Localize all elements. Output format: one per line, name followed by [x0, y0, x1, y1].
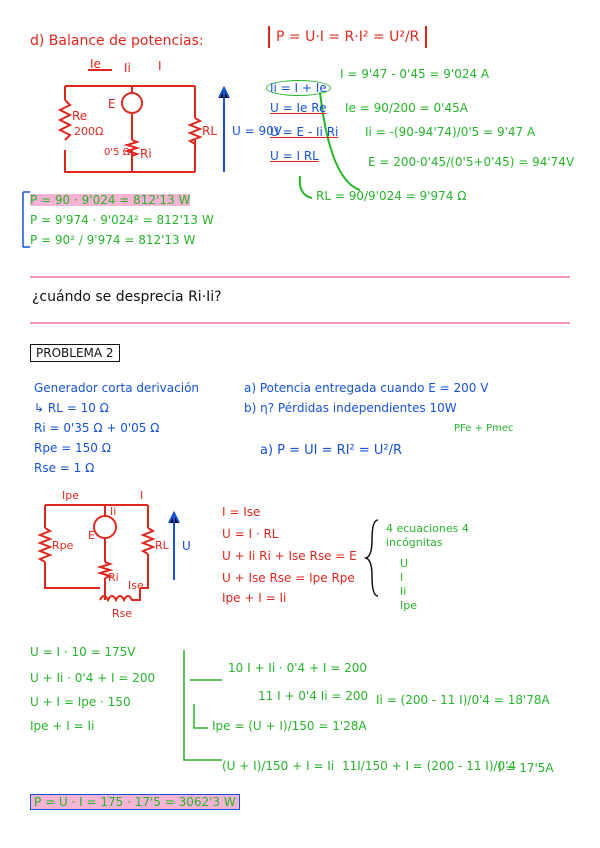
eq2: U = Ie Re: [270, 101, 327, 115]
eq4-result: E = 200·0'45/(0'5+0'45) = 94'74V: [368, 155, 575, 169]
given-rpe: Rpe = 150 Ω: [34, 441, 111, 455]
eq5-result: RL = 90/9'024 = 9'974 Ω: [316, 189, 467, 203]
step-1: 10 I + Ii · 0'4 + I = 200: [228, 661, 368, 675]
rl-label: RL: [202, 124, 218, 138]
given-heading: Generador corta derivación: [34, 381, 200, 395]
rse-label: Rse: [112, 607, 133, 620]
sub-1: U = I · 10 = 175V: [30, 645, 136, 659]
i-label: I: [158, 59, 162, 73]
rpe-label: Rpe: [52, 539, 74, 552]
unknown-ipe: Ipe: [400, 599, 417, 612]
given-rl: ↳ RL = 10 Ω: [34, 401, 109, 415]
part-a-statement: a) Potencia entregada cuando E = 200 V: [244, 381, 489, 395]
eq1: Ii = I + Ie: [266, 80, 331, 96]
ise-label: Ise: [128, 579, 144, 592]
eq3: U = E - Ii Ri: [270, 125, 339, 139]
unknown-i: I: [400, 571, 404, 584]
re-value: 200Ω: [74, 125, 104, 138]
system-eq-1: I = Ise: [222, 505, 261, 519]
given-rse: Rse = 1 Ω: [34, 461, 95, 475]
i-label-2: I: [140, 489, 144, 502]
given-ri: Ri = 0'35 Ω + 0'05 Ω: [34, 421, 160, 435]
power-line-3: P = 90² / 9'974 = 812'13 W: [30, 233, 196, 247]
system-eq-5: Ipe + I = Ii: [222, 591, 287, 605]
power-line-1: P = 90 · 9'024 = 812'13 W: [30, 193, 191, 207]
ipe-label: Ipe: [62, 489, 79, 502]
step-6: 11I/150 + I = (200 - 11 I)/0'4: [342, 759, 517, 773]
ii-label-2: Ii: [110, 505, 117, 518]
ri-value: 0'5 Ω: [104, 147, 131, 158]
sub-3: U + I = Ipe · 150: [30, 695, 131, 709]
system-eq-3: U + Ii Ri + Ise Rse = E: [222, 549, 357, 563]
sub-2: U + Ii · 0'4 + I = 200: [30, 671, 156, 685]
step-7-i: I = 17'5A: [498, 761, 554, 775]
power-formula: P = U·I = R·I² = U²/R: [268, 26, 427, 48]
part-d-heading: d) Balance de potencias:: [30, 33, 204, 49]
ri-label: Ri: [140, 147, 152, 161]
sub-4: Ipe + I = Ii: [30, 719, 95, 733]
system-eq-4: U + Ise Rse = Ipe Rpe: [222, 571, 355, 585]
question: ¿cuándo se desprecia Ri·Ii?: [32, 289, 222, 305]
u-label: U = 90V: [232, 124, 282, 138]
ii-label: Ii: [124, 61, 131, 75]
part-b-statement: b) η? Pérdidas independientes 10W: [244, 401, 457, 415]
eq2-result: Ie = 90/200 = 0'45A: [345, 101, 468, 115]
e-label: E: [108, 97, 116, 111]
e-label-2: E: [88, 529, 95, 542]
re-label: Re: [72, 109, 88, 123]
ri-label-2: Ri: [108, 571, 119, 584]
u-label-2: U: [182, 539, 191, 553]
unknown-ii: Ii: [400, 585, 407, 598]
eq3-result: Ii = -(90-94'74)/0'5 = 9'47 A: [365, 125, 536, 139]
ie-label: Ie: [90, 57, 101, 71]
rl-label-2: RL: [155, 539, 169, 552]
unknowns-label: 4 ecuaciones 4 incógnitas: [386, 522, 469, 550]
power-line-2: P = 9'974 · 9'024² = 812'13 W: [30, 213, 214, 227]
step-4-ipe: Ipe = (U + I)/150 = 1'28A: [212, 719, 367, 733]
problem-title: PROBLEMA 2: [30, 344, 120, 362]
part-b-note: PFe + Pmec: [454, 423, 514, 434]
step-5: (U + I)/150 + I = Ii: [222, 759, 335, 773]
final-power: P = U · I = 175 · 17'5 = 3062'3 W: [30, 794, 240, 810]
step-2: 11 I + 0'4 Ii = 200: [258, 689, 369, 703]
step-3-ii: Ii = (200 - 11 I)/0'4 = 18'78A: [376, 693, 550, 707]
p2-power-formula: a) P = UI = RI² = U²/R: [260, 443, 403, 458]
eq1-result: I = 9'47 - 0'45 = 9'024 A: [340, 67, 490, 81]
eq4: U = I RL: [270, 149, 319, 163]
unknown-u: U: [400, 557, 409, 570]
system-eq-2: U = I · RL: [222, 527, 279, 541]
